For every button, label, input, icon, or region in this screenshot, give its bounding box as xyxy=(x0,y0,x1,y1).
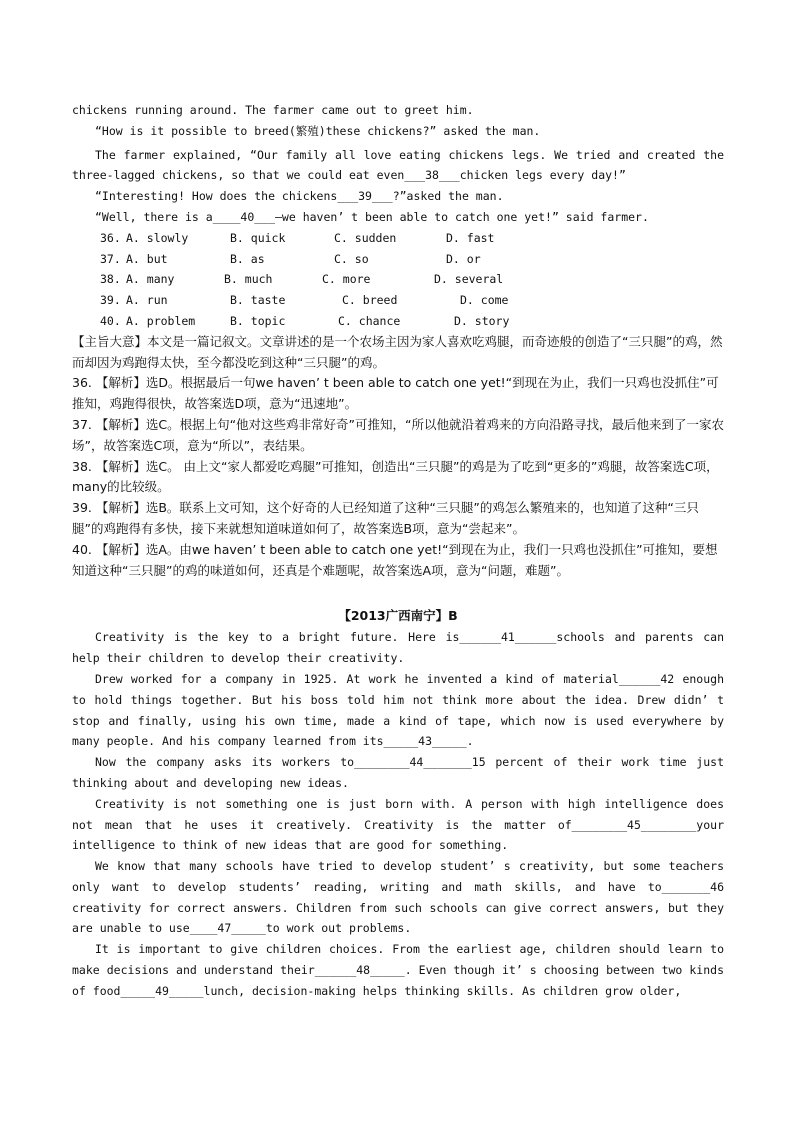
passage-paragraph: It is important to give children choices. From the earliest age, children should learn to make decisions and understand their______48_____. Even though it’ s choosing between two kinds of food_____49_____lunch, decision-making helps thinking skills. As children grow older, xyxy=(72,942,731,998)
option-d: D. fast xyxy=(446,230,495,245)
option-row xyxy=(72,228,724,249)
option-number: 40. xyxy=(100,313,121,328)
option-b: B. much xyxy=(224,272,273,287)
option-row xyxy=(72,311,724,332)
option-c: C. breed xyxy=(342,293,398,308)
option-b: B. topic xyxy=(230,313,286,328)
option-b: B. quick xyxy=(230,230,286,245)
passage-line: “Interesting! How does the chickens___39___?”asked the man. xyxy=(95,189,504,204)
option-c: C. more xyxy=(322,272,371,287)
passage-paragraph: Creativity is not something one is just born with. A person with high intelligence does not mean that he uses it creatively. Creativity is the matter of________45________your intelligence to think of new ideas that are good for something. xyxy=(72,796,731,853)
option-number: 36. xyxy=(100,230,121,245)
option-a: A. but xyxy=(126,251,168,266)
option-b: B. taste xyxy=(230,293,286,308)
analysis-item: 36. 【解析】选D。根据最后一句we haven’ t been able to catch one yet!“到现在为止，我们一只鸡也没抓住”可推知，鸡跑得很快，故答案选D项，意为“迅速地”。 xyxy=(72,375,719,412)
option-row xyxy=(72,290,724,311)
analysis-item: 37. 【解析】选C。根据上句“他对这些鸡非常好奇”可推知，“所以他就沿着鸡来的方向沿路寻找，最后他来到了一家农场”，故答案选C项，意为“所以”，表结果。 xyxy=(72,416,725,453)
passage-line: The farmer explained, “Our family all love eating chickens legs. We tried and created the three-lagged chickens, so that we could eat even___38___chicken legs every day!” xyxy=(72,147,731,183)
passage-paragraph: Creativity is the key to a bright future. Here is______41______schools and parents can help their children to develop their creativity. xyxy=(72,630,731,666)
passage-paragraph: Drew worked for a company in 1925. At work he invented a kind of material______42 enough to hold things together. But his boss told him not think more about the idea. Drew didn’ t stop and finally, using his own time, made a kind of tape, which now is used everywhere by many people. And his company learned from its_____43_____. xyxy=(72,671,731,749)
document-page xyxy=(72,100,731,1002)
analysis-item: 40. 【解析】选A。由we haven’ t been able to catch one yet!“到现在为止，我们一只鸡也没抓住”可推知，要想知道这种“三只腿”的鸡的味道如何，还真是个难题呢，故答案选A项，意为“问题，难题”。 xyxy=(72,541,718,578)
option-row xyxy=(72,269,724,290)
option-c: C. sudden xyxy=(334,230,397,245)
option-d: D. come xyxy=(460,293,509,308)
option-d: D. story xyxy=(454,313,510,328)
option-number: 37. xyxy=(100,251,121,266)
option-row xyxy=(72,249,724,270)
section-title: 【2013广西南宁】B xyxy=(338,608,458,624)
option-a: A. slowly xyxy=(126,230,189,245)
passage-paragraph: We know that many schools have tried to develop student’ s creativity, but some teachers only want to develop students’ reading, writing and math skills, and have to_______46 creativity for correct answers. Children from such schools can give correct answers, but they are unable to use____47_____to work out problems. xyxy=(72,859,731,936)
option-c: C. chance xyxy=(338,313,401,328)
option-a: A. problem xyxy=(126,313,196,328)
option-number: 39. xyxy=(100,293,121,308)
option-a: A. run xyxy=(126,293,168,308)
summary-text: 【主旨大意】本文是一篇记叙文。文章讲述的是一个农场主因为家人喜欢吃鸡腿，而奇迹般的创造了“三只腿”的鸡，然而却因为鸡跑得太快，至今都没吃到这种“三只腿”的鸡。 xyxy=(72,333,723,370)
analysis-item: 38. 【解析】选C。 由上文“家人都爱吃鸡腿”可推知，创造出“三只腿”的鸡是为了吃到“更多的”鸡腿，故答案选C项，many的比较级。 xyxy=(72,458,719,495)
passage-line: “Well, there is a____40___—we haven’ t been able to catch one yet!” said farmer. xyxy=(95,209,649,224)
analysis-item: 39. 【解析】选B。联系上文可知，这个好奇的人已经知道了这种“三只腿”的鸡怎么繁殖来的，也知道了这种“三只腿”的鸡跑得有多快，接下来就想知道味道如何了，故答案选B项，意为“尝起来”。 xyxy=(72,500,699,536)
option-d: D. or xyxy=(446,251,481,266)
option-b: B. as xyxy=(230,251,265,266)
passage-line: “How is it possible to breed(繁殖)these chickens?” asked the man. xyxy=(95,123,541,138)
option-c: C. so xyxy=(334,251,369,266)
options-list xyxy=(72,228,724,332)
option-a: A. many xyxy=(126,272,175,287)
option-number: 38. xyxy=(100,272,121,287)
option-d: D. several xyxy=(434,272,504,287)
passage-line: chickens running around. The farmer came out to greet him. xyxy=(72,103,474,117)
passage-paragraph: Now the company asks its workers to________44_______15 percent of their work time just thinking about and developing new ideas. xyxy=(72,755,731,790)
